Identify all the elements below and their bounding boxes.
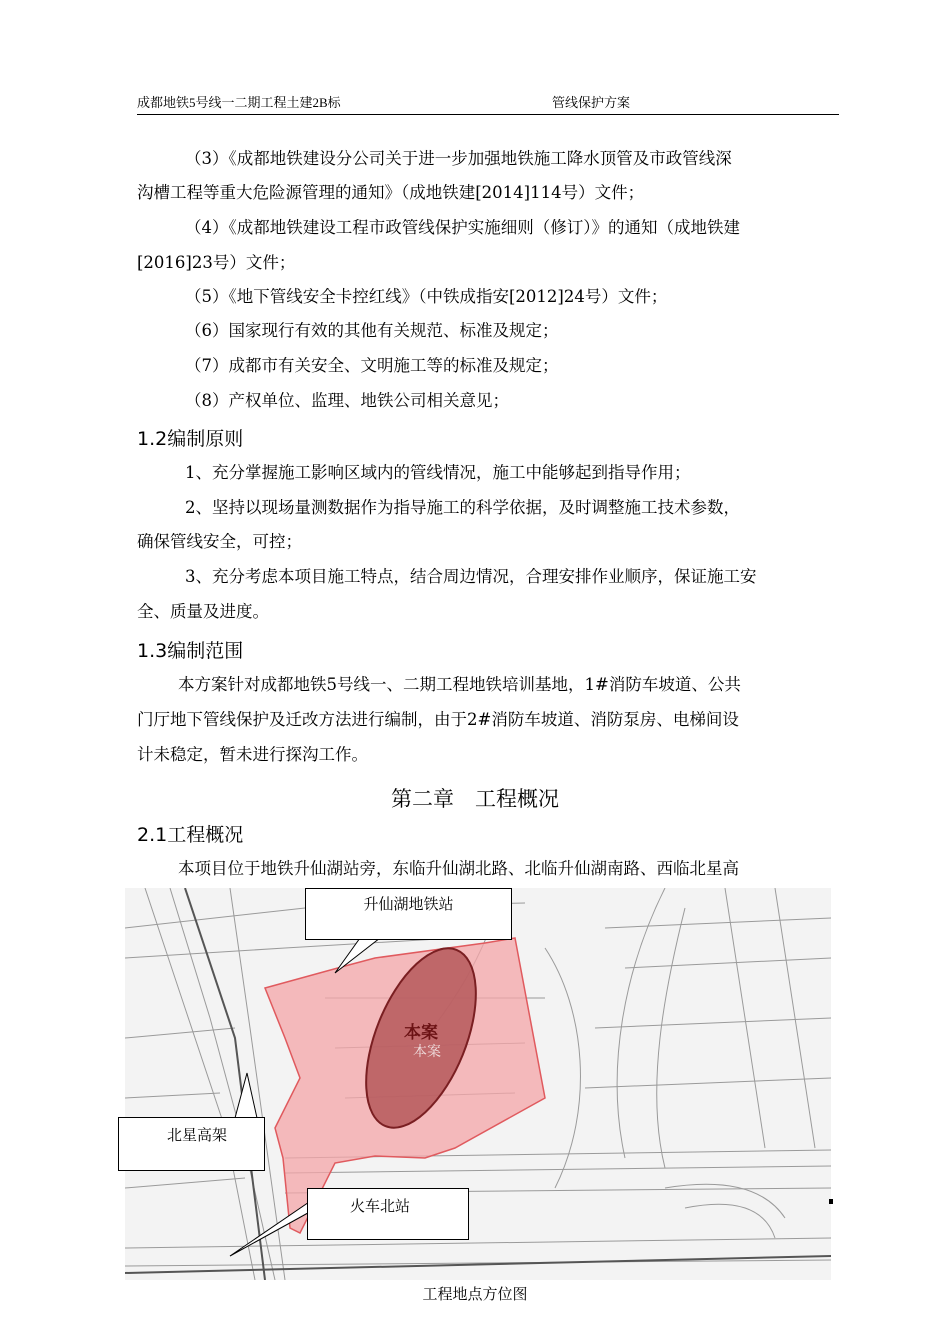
principle-2-line2: 确保管线安全，可控； (137, 532, 302, 551)
ref-3-line1: （3）《成都地铁建设分公司关于进一步加强地铁施工降水顶管及市政管线深 (185, 149, 732, 168)
header-right: 管线保护方案 (552, 95, 631, 110)
figure-caption: 工程地点方位图 (422, 1285, 528, 1303)
header-rule (137, 114, 839, 115)
location-map (125, 888, 831, 1280)
principle-1: 1、充分掌握施工影响区域内的管线情况，施工中能够起到指导作用； (185, 463, 691, 482)
principle-3-line1: 3、充分考虑本项目施工特点，结合周边情况，合理安排作业顺序，保证施工安 (185, 567, 757, 586)
ref-4-line2: [2016]23号）文件； (137, 253, 296, 272)
callout-train-station: 火车北站 (307, 1188, 469, 1240)
scope-line1: 本方案针对成都地铁5号线一、二期工程地铁培训基地，1#消防车坡道、公共 (178, 675, 741, 694)
section-1-2-title: 1.2编制原则 (137, 428, 244, 450)
bullet-mark (829, 1199, 833, 1204)
ref-4-line1: （4）《成都地铁建设工程市政管线保护实施细则（修订）》的通知（成地铁建 (185, 218, 740, 237)
section-2-1-title: 2.1工程概况 (137, 824, 244, 846)
ref-6: （6）国家现行有效的其他有关规范、标准及规定； (185, 321, 559, 340)
location-map-svg (125, 888, 831, 1280)
header-left: 成都地铁5号线一二期工程土建2B标 (137, 95, 341, 110)
ref-7: （7）成都市有关安全、文明施工等的标准及规定； (185, 356, 559, 375)
overview-line1: 本项目位于地铁升仙湖站旁，东临升仙湖北路、北临升仙湖南路、西临北星高 (178, 859, 739, 878)
chapter-2-title: 第二章 工程概况 (391, 787, 559, 811)
callout-station: 升仙湖地铁站 (305, 888, 512, 940)
section-1-3-title: 1.3编制范围 (137, 640, 244, 662)
callout-elevated: 北星高架 (118, 1117, 265, 1171)
principle-3-line2: 全、质量及进度。 (137, 602, 269, 621)
ref-3-line2: 沟槽工程等重大危险源管理的通知》（成地铁建[2014]114号）文件； (137, 183, 645, 202)
site-label-light: 本案 (413, 1043, 441, 1059)
scope-line3: 计未稳定，暂未进行探沟工作。 (137, 745, 368, 764)
site-label-bold: 本案 (404, 1023, 438, 1042)
ref-8: （8）产权单位、监理、地铁公司相关意见； (185, 391, 509, 410)
principle-2-line1: 2、坚持以现场量测数据作为指导施工的科学依据，及时调整施工技术参数， (185, 498, 740, 517)
ref-5: （5）《地下管线安全卡控红线》（中铁成指安[2012]24号）文件； (185, 287, 668, 306)
scope-line2: 门厅地下管线保护及迁改方法进行编制，由于2#消防车坡道、消防泵房、电梯间设 (137, 710, 739, 729)
